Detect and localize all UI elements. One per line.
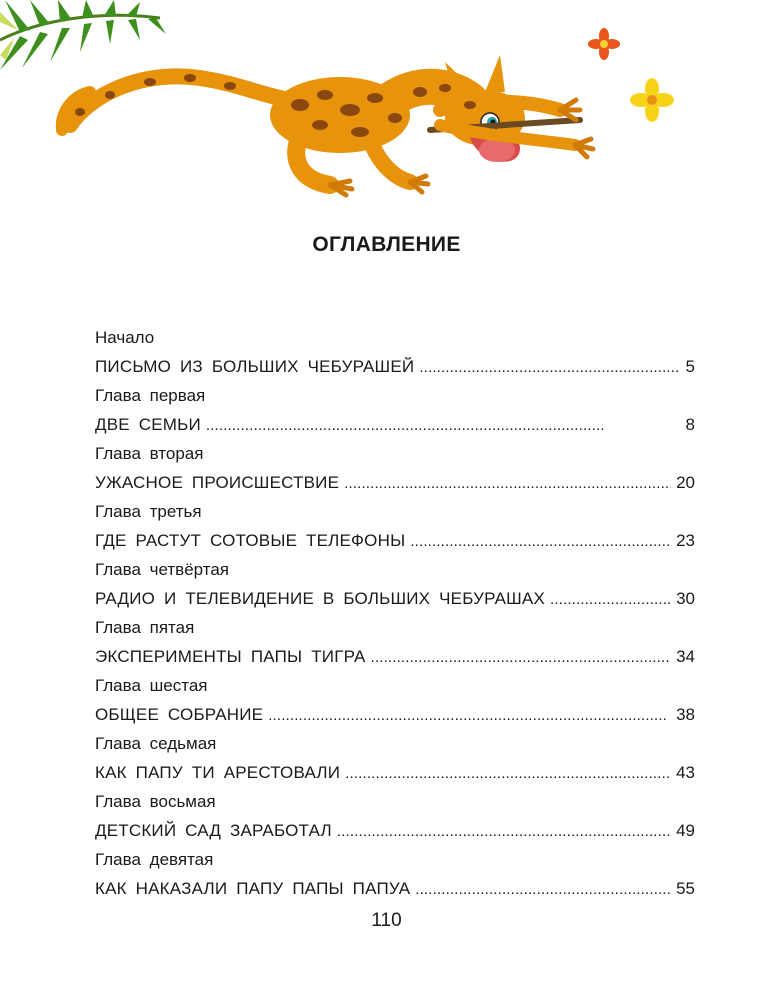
page-number: 38 <box>676 705 695 724</box>
page-number: 55 <box>676 879 695 898</box>
chapter-label: Глава девятая <box>95 850 214 869</box>
page-number: 34 <box>676 647 695 666</box>
chapter-label: Глава восьмая <box>95 792 216 811</box>
chapter-line[interactable] <box>95 410 695 439</box>
chapter-title: УЖАСНОЕ ПРОИСШЕСТВИЕ <box>95 473 340 492</box>
dot-leader <box>550 585 671 614</box>
chapter-label: Глава первая <box>95 386 206 405</box>
chapter-title: ДЕТСКИЙ САД ЗАРАБОТАЛ <box>95 821 332 840</box>
chapter-line[interactable] <box>95 758 695 787</box>
palm-leaf-icon <box>0 0 166 70</box>
chapter-label: Начало <box>95 328 155 347</box>
dot-leader <box>268 701 671 730</box>
chapter-label: Глава третья <box>95 502 202 521</box>
toc-entry <box>95 729 695 787</box>
chapter-line[interactable] <box>95 700 695 729</box>
chapter-title: ЭКСПЕРИМЕНТЫ ПАПЫ ТИГРА <box>95 647 366 666</box>
page-number: 49 <box>676 821 695 840</box>
dot-leader <box>206 411 680 440</box>
page-number-footer: 110 <box>371 910 402 931</box>
chapter-line[interactable] <box>95 642 695 671</box>
toc-title: ОГЛАВЛЕНИЕ <box>312 233 461 256</box>
chapter-label: Глава шестая <box>95 676 208 695</box>
page-number: 20 <box>676 473 695 492</box>
toc-entry <box>95 555 695 613</box>
chapter-line[interactable] <box>95 874 695 903</box>
dot-leader <box>371 643 672 672</box>
chapter-label: Глава седьмая <box>95 734 217 753</box>
toc-entry <box>95 845 695 903</box>
chapter-line[interactable] <box>95 526 695 555</box>
dot-leader <box>345 759 671 788</box>
chapter-title: ДВЕ СЕМЬИ <box>95 415 201 434</box>
header-illustration <box>0 0 773 220</box>
chapter-label: Глава вторая <box>95 444 204 463</box>
page-number: 23 <box>676 531 695 550</box>
chapter-line[interactable] <box>95 816 695 845</box>
dot-leader <box>344 469 671 498</box>
chapter-line[interactable] <box>95 352 695 381</box>
toc-entry <box>95 787 695 845</box>
page-number: 5 <box>685 357 695 376</box>
chapter-line[interactable] <box>95 468 695 497</box>
chapter-title: ПИСЬМО ИЗ БОЛЬШИХ ЧЕБУРАШЕЙ <box>95 357 415 376</box>
chapter-title: ОБЩЕЕ СОБРАНИЕ <box>95 705 264 724</box>
toc-entry <box>95 323 695 381</box>
chapter-label: Глава пятая <box>95 618 195 637</box>
chapter-title: КАК ПАПУ ТИ АРЕСТОВАЛИ <box>95 763 341 782</box>
table-of-contents <box>95 323 695 903</box>
flower-icon <box>630 78 674 122</box>
toc-entry <box>95 671 695 729</box>
page-number: 43 <box>676 763 695 782</box>
page-number: 30 <box>676 589 695 608</box>
chapter-line[interactable] <box>95 584 695 613</box>
chapter-title: КАК НАКАЗАЛИ ПАПУ ПАПЫ ПАПУА <box>95 879 411 898</box>
toc-entry <box>95 613 695 671</box>
toc-entry <box>95 497 695 555</box>
toc-entry <box>95 439 695 497</box>
chapter-title: ГДЕ РАСТУТ СОТОВЫЕ ТЕЛЕФОНЫ <box>95 531 406 550</box>
chapter-title: РАДИО И ТЕЛЕВИДЕНИЕ В БОЛЬШИХ ЧЕБУРАШАХ <box>95 589 545 608</box>
dot-leader <box>410 527 671 556</box>
chapter-label: Глава четвёртая <box>95 560 229 579</box>
tiger-icon <box>62 55 593 195</box>
dot-leader <box>337 817 671 846</box>
toc-entry <box>95 381 695 439</box>
page-number: 8 <box>685 415 695 434</box>
dot-leader <box>415 875 671 904</box>
dot-leader <box>419 353 680 382</box>
flower-icon <box>588 28 620 60</box>
